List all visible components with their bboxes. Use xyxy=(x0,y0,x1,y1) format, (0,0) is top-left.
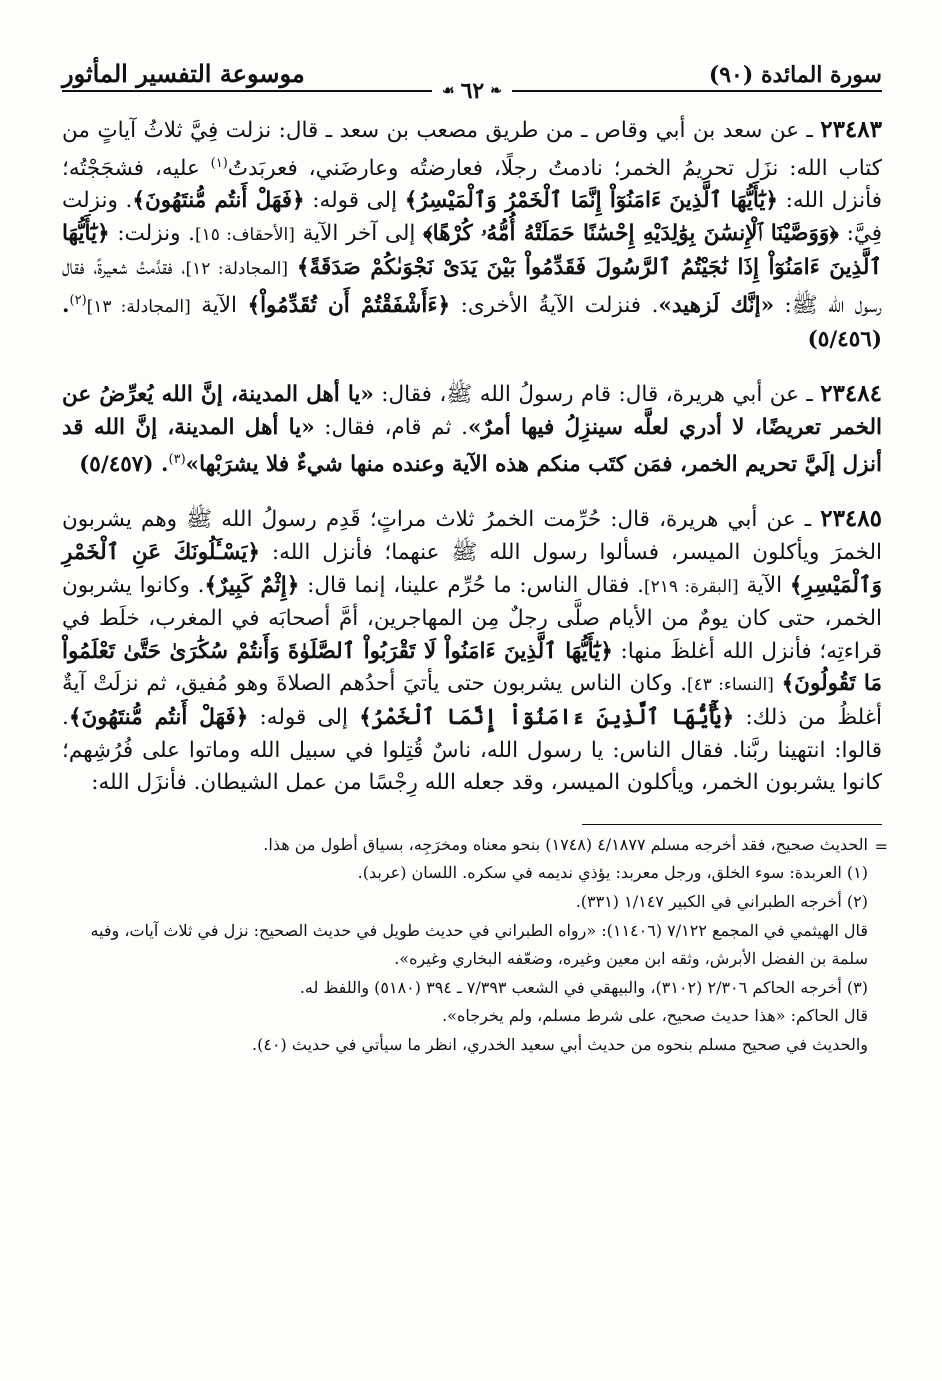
entry-text: عليه، فشجَجْتُه؛ فأنزل الله: xyxy=(62,155,882,214)
verse-reference: [الأحقاف: ١٥] xyxy=(195,224,295,245)
entry-text: . ونزلت: xyxy=(117,220,196,246)
quran-verse: ﴿يَٰٓأَيُّهَا ٱلَّذِينَ ءَامَنُوٓاْ إِذَا نَٰجَيْتُمُ ٱلرَّسُولَ فَقَدِّمُواْ بَيْنَ يَدَىْ نَجْوَىٰكُمْ صَدَقَةً﴾ xyxy=(62,220,882,280)
ornament-icon: ☙ xyxy=(442,83,455,99)
entry-text: الآية xyxy=(201,293,237,319)
page-number-text: ٦٢ xyxy=(460,78,485,104)
prophetic-saying: «يا أهل المدينة، إنَّ الله قد أنزل إلَيَّ تحريم الخمر، فمَن كتَب منكم هذه الآية وعنده منها شيءٌ فلا يشرَبْها» xyxy=(62,414,882,478)
quran-verse: ﴿فَهَلْ أَنتُم مُّنتَهُونَ﴾ xyxy=(68,704,249,730)
footnote-line: (٢) أخرجه الطبراني في الكبير ١/١٤٧ (٣٣١). xyxy=(575,891,868,911)
page-number xyxy=(432,78,512,104)
footnote-ref[interactable]: (٣) xyxy=(168,452,186,468)
book-title: موسوعة التفسير المأثور xyxy=(62,59,305,88)
entry-text: الآية xyxy=(746,572,783,598)
footnote-ref[interactable]: (٢) xyxy=(69,293,87,309)
quran-verse: ﴿يَٰٓأَيُّهَا ٱلَّذِينَ ءَامَنُواْ لَا تَقْرَبُواْ ٱلصَّلَوٰةَ وَأَنتُمْ سُكَٰرَىٰ حَتَّىٰ تَعْلَمُواْ مَا تَقُولُونَ﴾ xyxy=(62,638,882,697)
entry-text: . فنزلت الآيةُ الأخرى: xyxy=(460,293,659,319)
entry-text: . قالوا: انتهينا ربَّنا. فقال الناس: يا رسول الله، ناسٌ قُتِلوا في سبيل الله وماتوا على فُرُشِهم؛ كانوا يشربون الخمر، ويأكلون الميسر، وقد جعله الله رِجْسًا من عمل الشيطان. فأنزَل الله: xyxy=(62,704,882,796)
footnote-line: الحديث صحيح، فقد أخرجه مسلم ٤/١٨٧٧ (١٧٤٨) بنحو معناه ومخرَجِه، بسياق أطول من هذا. xyxy=(263,834,868,854)
quran-verse: ﴿يَٰٓأَيُّهَا ٱلَّذِينَ ءَامَنُوٓاْ إِنَّمَا ٱلْخَمْرُ وَٱلْمَيْسِرُ﴾ xyxy=(404,188,779,214)
entry-text: . ونزلت فِيَّ: xyxy=(62,188,883,246)
entry-text: إلى قوله: xyxy=(259,704,348,730)
footnotes xyxy=(62,831,888,1060)
hadith-entry xyxy=(62,114,882,356)
ornament-icon: ❧ xyxy=(490,83,502,99)
hadith-entry xyxy=(62,378,882,482)
entry-text: . وكان الناس يشربون حتى يأتيَ أحدُهم الصلاةَ وهو مُفيق، ثم نزلَتْ آيةٌ أغلظُ من ذلك: xyxy=(62,671,882,730)
prophetic-saying: «يا أهل المدينة، إنَّ الله يُعرِّضُ عن الخمر تعريضًا، لا أدري لعلَّه سينزِلُ فيها أمرٌ» xyxy=(62,381,883,440)
footnote-line: والحديث في صحيح مسلم بنحوه من حديث أبي سعيد الخدري، انظر ما سيأتي في حديث (٤٠). xyxy=(252,1034,868,1054)
entry-text: ـ عن أبي هريرة، قال: قام رسولُ الله ﷺ، فقال: xyxy=(381,381,813,407)
surah-title: سورة المائدة (٩٠) xyxy=(708,62,882,88)
entry-text: . وكانوا يشربون الخمر، حتى كان يومٌ من الأيام صلَّى رجلٌ مِن المهاجرين، أمَّ أصحابَه في المغرب، خلَط في قراءتِه؛ فأنزل الله أغلظَ منها: xyxy=(62,572,882,664)
hadith-entry xyxy=(62,503,882,799)
main-text xyxy=(62,114,882,800)
continuation-mark: = xyxy=(874,836,888,856)
entry-text: . فقال الناس: ما حُرِّم علينا، إنما قال: xyxy=(307,572,645,598)
quran-verse: ﴿فَهَلْ أَنتُم مُّنتَهُونَ﴾ xyxy=(132,188,305,214)
verse-reference: [البقرة: ٢١٩] xyxy=(644,576,739,597)
entry-number: ٢٣٤٨٥ xyxy=(820,505,882,533)
entry-text: . ثم قام، فقال: xyxy=(324,414,468,440)
volume-ref: . (٥/٤٥٦) xyxy=(62,293,882,352)
footnote-line: قال الهيثمي في المجمع ٧/١٢٢ (١١٤٠٦): «رواه الطبراني في حديث طويل في حديث الصحيح: نزل في ثلاث آيات، وفيه سلمة بن الفضل الأبرش، وثقه ابن معين وغيره، وضعّفه البخاري وغيره». xyxy=(90,920,868,969)
quran-verse: ﴿إِثْمٌ كَبِيرٌ﴾ xyxy=(204,572,300,598)
entry-text: إلى آخر الآية xyxy=(302,220,416,246)
volume-ref: . (٥/٤٥٧) xyxy=(79,452,169,478)
footnote-divider xyxy=(582,824,882,825)
entry-text: ، فقدَّمتُ شعيرةً، فقال رسول الله ﷺ: xyxy=(62,254,883,319)
entry-text: ـ عن أبي هريرة، قال: حُرِّمت الخمرُ ثلاث مراتٍ؛ قَدِم رسولُ الله ﷺ وهم يشربون الخمرَ ويأكلون الميسر، فسألوا رسول الله ﷺ عنهما؛ فأنزل الله: xyxy=(62,507,882,565)
entry-number: ٢٣٤٨٣ xyxy=(820,116,882,143)
entry-text: إلى قوله: xyxy=(312,188,398,214)
verse-reference: [النساء: ٤٣] xyxy=(687,675,774,696)
footnote-ref[interactable]: (١) xyxy=(210,155,228,171)
quran-verse: ﴿وَوَصَّيْنَا ٱلْإِنسَٰنَ بِوَٰلِدَيْهِ إِحْسَٰنًا حَمَلَتْهُ أُمُّهُۥ كُرْهًا﴾ xyxy=(423,220,839,246)
footnote-line: (١) العربدة: سوء الخلق، ورجل معربد: يؤذي نديمه في سكره. اللسان (عربد). xyxy=(357,863,868,883)
footnote-line: قال الحاكم: «هذا حديث صحيح، على شرط مسلم، ولم يخرجاه». xyxy=(442,1006,868,1026)
quran-verse: ﴿ءَأَشْفَقْتُمْ أَن تُقَدِّمُواْ﴾ xyxy=(247,293,451,319)
page xyxy=(62,52,888,1060)
verse-reference: [المجادلة: ١٣] xyxy=(86,297,191,318)
quran-verse: ﴿يَسْـَٔلُونَكَ عَنِ ٱلْخَمْرِ وَٱلْمَيْسِرِ﴾ xyxy=(62,540,882,598)
footnote-line: (٣) أخرجه الحاكم ٢/٣٠٦ (٣١٠٢)، والبيهقي في الشعب ٧/٣٩٣ ـ ٣٩٤ (٥١٨٠) واللفظ له. xyxy=(299,977,868,997)
quran-verse: ﴿يَٰٓأَيُّهَا ٱلَّذِينَ ءَامَنُوٓاْ إِنَّمَا ٱلْخَمْرُ﴾ xyxy=(359,704,735,730)
verse-reference: [المجادلة: ١٢] xyxy=(185,258,288,279)
running-header xyxy=(62,52,882,104)
entry-text: ـ عن سعد بن أبي وقاص ـ من طريق مصعب بن سعد ـ قال: نزلت فِيَّ ثلاثُ آياتٍ من كتاب الله: نزَل تحريمُ الخمر؛ نادمتُ رجلًا، فعارضتُه وعارضَني، فعربَدتُ xyxy=(62,118,882,181)
entry-number: ٢٣٤٨٤ xyxy=(820,379,882,407)
prophetic-saying: «إنَّك لَزهيد» xyxy=(658,293,775,319)
